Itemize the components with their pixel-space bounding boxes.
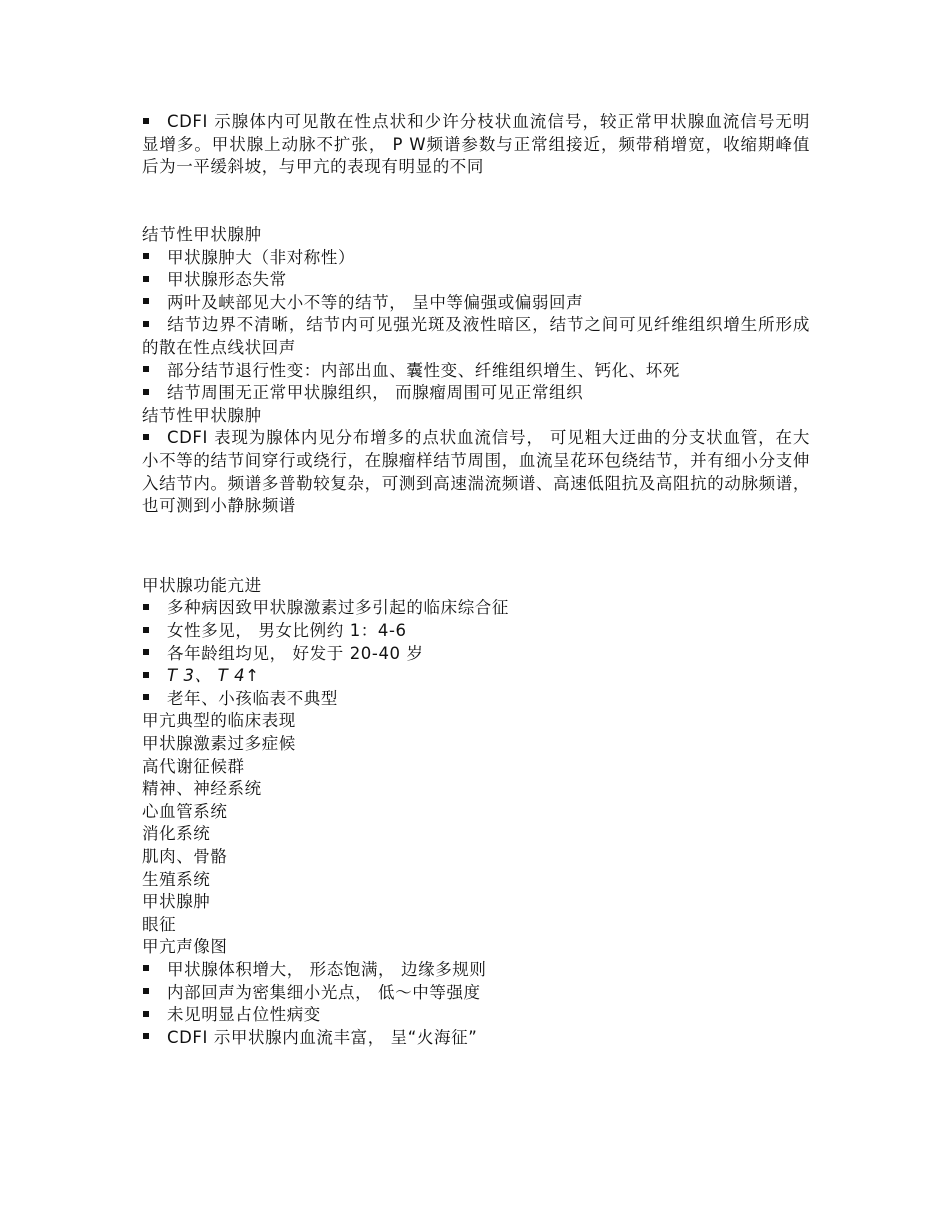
section-heading: 甲状腺功能亢进 bbox=[142, 575, 262, 595]
bullet-marker bbox=[143, 649, 149, 655]
list-item: 内部回声为密集细小光点， 低～中等强度 bbox=[142, 982, 812, 1005]
text-line: 生殖系统 bbox=[142, 869, 211, 889]
list-item: 多种病因致甲状腺激素过多引起的临床综合征 bbox=[142, 597, 812, 620]
text-line: 眼征 bbox=[142, 914, 177, 934]
bullet-marker bbox=[143, 276, 149, 282]
list-item: 老年、小孩临表不典型 bbox=[142, 688, 812, 711]
bullet-marker bbox=[143, 1033, 149, 1039]
list-item: 各年龄组均见， 好发于 20-40 岁 bbox=[142, 643, 812, 666]
bullet-marker bbox=[143, 253, 149, 259]
bullet-marker bbox=[143, 118, 149, 124]
section-heading: 结节性甲状腺肿 bbox=[142, 405, 262, 425]
bullet-marker bbox=[143, 672, 149, 678]
text-line: 高代谢征候群 bbox=[142, 756, 245, 776]
text-line: 肌肉、骨骼 bbox=[142, 847, 228, 866]
list-item: 女性多见， 男女比例约 1：4-6 bbox=[142, 620, 812, 643]
text-line: 甲状腺激素过多症候 bbox=[142, 734, 296, 754]
text-line: 消化系统 bbox=[142, 824, 211, 844]
list-item: 甲状腺体积增大， 形态饱满， 边缘多规则 bbox=[142, 959, 812, 982]
list-item: 结节周围无正常甲状腺组织， 而腺瘤周围可见正常组织 bbox=[142, 382, 812, 405]
bullet-marker bbox=[143, 366, 149, 372]
bullet-marker bbox=[143, 604, 149, 610]
text-line: 甲亢典型的临床表现 bbox=[142, 711, 296, 731]
bullet-marker bbox=[143, 298, 149, 304]
list-item: CDFI 示甲状腺内血流丰富， 呈“火海征” bbox=[142, 1027, 812, 1050]
bullet-marker bbox=[143, 389, 149, 395]
cdfi-paragraph-1 bbox=[142, 111, 810, 179]
text-line: 甲亢声像图 bbox=[142, 937, 228, 957]
list-item: 甲状腺肿大（非对称性） bbox=[142, 247, 812, 270]
text-line: 精神、神经系统 bbox=[142, 779, 262, 799]
list-item: T 3、 T 4↑ bbox=[142, 665, 812, 688]
bullet-marker bbox=[143, 694, 149, 700]
text-line: 甲状腺肿 bbox=[142, 892, 211, 912]
list-item: 未见明显占位性病变 bbox=[142, 1004, 812, 1027]
bullet-marker bbox=[143, 988, 149, 994]
cdfi-paragraph-2: CDFI 表现为腺体内见分布增多的点状血流信号， 可见粗大迂曲的分支状血管，在大小不等的结节间穿行或绕行，在腺瘤样结节周围，血流呈花环包绕结节，并有细小分支伸入结节内。频谱多普勒较复杂，可测到高速湍流频谱、高速低阻抗及高阻抗的动脉频谱， 也可测到小静脉频谱 bbox=[142, 428, 810, 516]
text-line: 心血管系统 bbox=[142, 801, 228, 821]
bullet-marker bbox=[143, 1011, 149, 1017]
paragraph-text: CDFI 示腺体内可见散在性点状和少许分枝状血流信号，较正常甲状腺血流信号无明显增多。甲状腺上动脉不扩张， P W频谱参数与正常组接近，频带稍增宽，收缩期峰值后为一平缓斜坡，与甲亢的表现有明显的不同 bbox=[142, 112, 810, 177]
list-item: 部分结节退行性变：内部出血、囊性变、纤维组织增生、钙化、坏死 bbox=[142, 360, 812, 383]
bullet-marker bbox=[143, 627, 149, 633]
bullet-marker bbox=[143, 321, 149, 327]
section-heading: 结节性甲状腺肿 bbox=[142, 224, 262, 244]
bullet-marker bbox=[143, 434, 149, 440]
list-item: 甲状腺形态失常 bbox=[142, 269, 812, 292]
bullet-marker bbox=[143, 965, 149, 971]
list-item: 两叶及峡部见大小不等的结节， 呈中等偏强或偏弱回声 bbox=[142, 292, 812, 315]
list-item: 结节边界不清晰，结节内可见强光斑及液性暗区，结节之间可见纤维组织增生所形成的散在性点线状回声 bbox=[142, 315, 810, 357]
document-page bbox=[142, 111, 812, 1049]
